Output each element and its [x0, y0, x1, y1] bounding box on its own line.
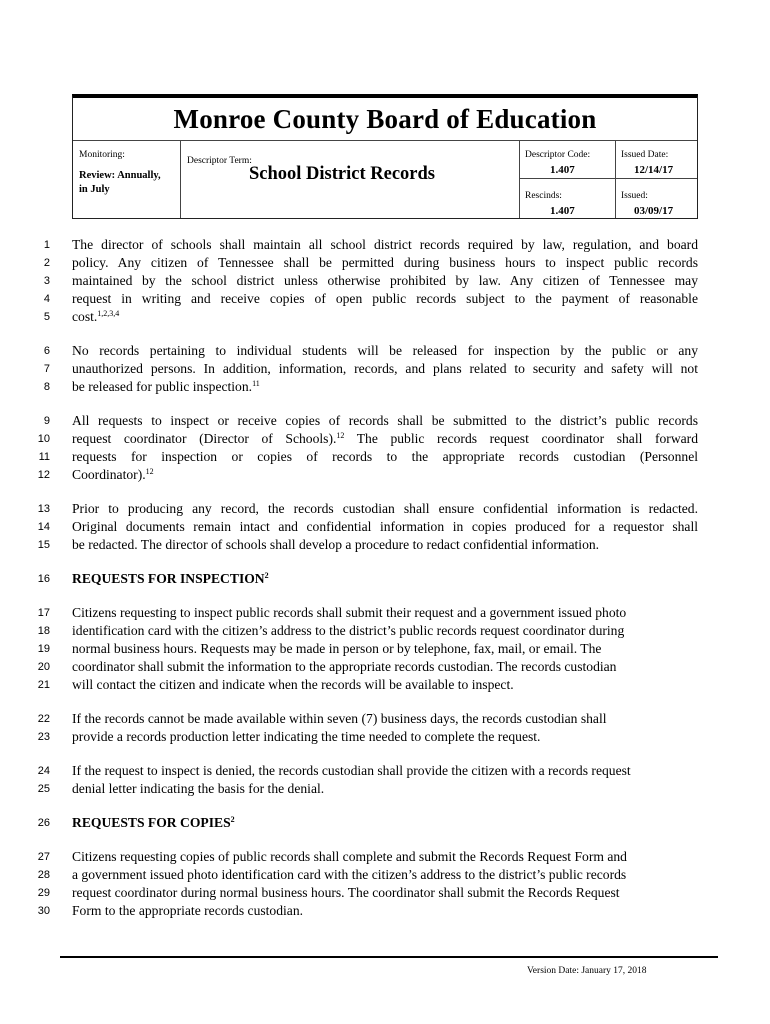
line-text: Citizens requesting to inspect public records shall submit their request and a government issued photo — [72, 605, 627, 620]
line-number: 13 — [37, 503, 50, 515]
numbered-line — [0, 272, 770, 290]
descriptor-term-value: School District Records — [249, 164, 435, 184]
org-title: Monroe County Board of Education — [173, 104, 597, 134]
numbered-line — [0, 814, 770, 832]
line-number: 12 — [37, 469, 50, 481]
line-text: Prior to producing any record, the records custodian shall ensure confidential information is redacted. — [72, 501, 698, 516]
version-date: Version Date: January 17, 2018 — [527, 966, 647, 976]
line-number: 7 — [43, 363, 50, 375]
numbered-line — [0, 640, 770, 658]
header-divider — [180, 140, 181, 218]
numbered-line — [0, 604, 770, 622]
line-number: 6 — [43, 345, 50, 357]
header-divider — [519, 178, 697, 179]
line-text: coordinator shall submit the information to the appropriate records custodian. The records custodian — [72, 659, 617, 674]
line-text: maintained by the school district unless otherwise prohibited by law. Any citizen of Tennessee may — [72, 273, 698, 288]
issued-date-cell — [621, 144, 701, 176]
footnote-ref: 1,2,3,4 — [97, 309, 120, 318]
line-text: identification card with the citizen’s address to the district’s public records request coordinator during — [72, 623, 625, 638]
heading-text: REQUESTS FOR COPIES — [72, 815, 231, 830]
line-text: Citizens requesting copies of public records shall complete and submit the Records Request Form and — [72, 849, 627, 864]
rescinds-cell — [525, 185, 615, 217]
line-number: 2 — [43, 257, 50, 269]
line-number: 30 — [37, 905, 50, 917]
paragraph — [0, 500, 770, 554]
line-number: 4 — [43, 293, 50, 305]
line-text: be redacted. The director of schools shall develop a procedure to redact confidential information. — [72, 537, 600, 552]
numbered-line — [0, 308, 770, 326]
line-text: a government issued photo identification card with the citizen’s address to the district’s public records — [72, 867, 627, 882]
line-number: 29 — [37, 887, 50, 899]
issued-cell — [621, 185, 701, 217]
issued-value: 03/09/17 — [634, 205, 674, 217]
line-number: 16 — [37, 573, 50, 585]
numbered-line — [0, 710, 770, 728]
line-number: 14 — [37, 521, 50, 533]
numbered-line — [0, 536, 770, 554]
footnote-ref: 12 — [145, 467, 154, 476]
line-text: request coordinator (Director of Schools). — [72, 431, 337, 446]
line-text: Coordinator). — [72, 467, 146, 482]
line-number: 20 — [37, 661, 50, 673]
heading-text: REQUESTS FOR INSPECTION — [72, 571, 265, 586]
line-text-cont: The public records request coordinator shall forward — [344, 431, 698, 446]
header-divider — [519, 140, 520, 218]
monitoring-value-line-2: in July — [79, 184, 110, 195]
line-text: request in writing and receive copies of open public records subject to the payment of reasonable — [72, 291, 698, 306]
numbered-line — [0, 448, 770, 466]
line-number: 21 — [37, 679, 50, 691]
paragraph — [0, 604, 770, 694]
line-number: 28 — [37, 869, 50, 881]
header-divider — [615, 140, 616, 218]
footer-rule — [60, 956, 718, 958]
policy-header-table — [72, 94, 698, 219]
policy-body — [0, 236, 770, 920]
rescinds-label: Rescinds: — [525, 191, 562, 201]
line-number: 15 — [37, 539, 50, 551]
numbered-line — [0, 342, 770, 360]
numbered-line — [0, 360, 770, 378]
descriptor-code-cell — [525, 144, 615, 176]
numbered-line — [0, 762, 770, 780]
numbered-line — [0, 430, 770, 448]
paragraph — [0, 848, 770, 920]
descriptor-code-label: Descriptor Code: — [525, 150, 591, 160]
paragraph — [0, 762, 770, 798]
line-text: policy. Any citizen of Tennessee shall be permitted during business hours to inspect public records — [72, 255, 698, 270]
line-number: 3 — [43, 275, 50, 287]
numbered-line — [0, 290, 770, 308]
paragraph — [0, 412, 770, 484]
line-number: 24 — [37, 765, 50, 777]
footnote-ref: 12 — [336, 431, 345, 440]
line-text: denial letter indicating the basis for the denial. — [72, 781, 325, 796]
section-heading — [0, 570, 770, 588]
line-text: will contact the citizen and indicate when the records will be available to inspect. — [72, 677, 514, 692]
line-text: be released for public inspection. — [72, 379, 253, 394]
line-number: 1 — [43, 239, 50, 251]
footnote-ref: 2 — [230, 815, 235, 824]
line-text: All requests to inspect or receive copies of records shall be submitted to the district’s public records — [72, 413, 698, 428]
line-number: 26 — [37, 817, 50, 829]
numbered-line — [0, 676, 770, 694]
rescinds-value: 1.407 — [550, 205, 575, 217]
line-number: 25 — [37, 783, 50, 795]
numbered-line — [0, 884, 770, 902]
line-text: If the request to inspect is denied, the records custodian shall provide the citizen with a records request — [72, 763, 631, 778]
line-number: 19 — [37, 643, 50, 655]
line-text: request coordinator during normal business hours. The coordinator shall submit the Records Request — [72, 885, 620, 900]
issued-date-label: Issued Date: — [621, 150, 669, 160]
monitoring-label: Monitoring: — [79, 150, 125, 160]
line-number: 11 — [38, 451, 50, 463]
line-text: If the records cannot be made available within seven (7) business days, the records custodian shall — [72, 711, 607, 726]
numbered-line — [0, 236, 770, 254]
line-text: requests for inspection or copies of records to the appropriate records custodian (Personnel — [72, 449, 698, 464]
footnote-ref: 2 — [264, 571, 269, 580]
line-number: 18 — [37, 625, 50, 637]
line-number: 10 — [37, 433, 50, 445]
line-number: 9 — [43, 415, 50, 427]
line-number: 5 — [43, 311, 50, 323]
numbered-line — [0, 866, 770, 884]
descriptor-term-label: Descriptor Term: — [187, 156, 252, 166]
monitoring-cell — [79, 150, 179, 197]
numbered-line — [0, 378, 770, 396]
numbered-line — [0, 466, 770, 484]
numbered-line — [0, 848, 770, 866]
line-text: unauthorized persons. In addition, information, records, and plans related to security and safety will not — [72, 361, 698, 376]
paragraph — [0, 236, 770, 326]
numbered-line — [0, 780, 770, 798]
numbered-line — [0, 570, 770, 588]
paragraph — [0, 710, 770, 746]
numbered-line — [0, 622, 770, 640]
line-text: Form to the appropriate records custodian. — [72, 903, 304, 918]
monitoring-value-line-1: Review: Annually, — [79, 170, 161, 181]
line-text: provide a records production letter indicating the time needed to complete the request. — [72, 729, 541, 744]
issued-date-value: 12/14/17 — [634, 164, 674, 176]
numbered-line — [0, 254, 770, 272]
line-text: The director of schools shall maintain all school district records required by law, regulation, and board — [72, 237, 698, 252]
numbered-line — [0, 500, 770, 518]
line-text: Original documents remain intact and confidential information in copies produced for a requestor shall — [72, 519, 698, 534]
line-number: 17 — [37, 607, 50, 619]
descriptor-code-value: 1.407 — [550, 164, 575, 176]
numbered-line — [0, 518, 770, 536]
numbered-line — [0, 728, 770, 746]
issued-label: Issued: — [621, 191, 648, 201]
line-number: 8 — [43, 381, 50, 393]
line-number: 27 — [37, 851, 50, 863]
line-number: 23 — [37, 731, 50, 743]
footnote-ref: 11 — [252, 379, 260, 388]
paragraph — [0, 342, 770, 396]
numbered-line — [0, 412, 770, 430]
section-heading — [0, 814, 770, 832]
line-text: normal business hours. Requests may be made in person or by telephone, fax, mail, or email. The — [72, 641, 602, 656]
numbered-line — [0, 658, 770, 676]
line-text: No records pertaining to individual students will be released for inspection by the public or any — [72, 343, 698, 358]
numbered-line — [0, 902, 770, 920]
line-number: 22 — [37, 713, 50, 725]
line-text: cost. — [72, 309, 98, 324]
header-divider — [73, 140, 697, 141]
